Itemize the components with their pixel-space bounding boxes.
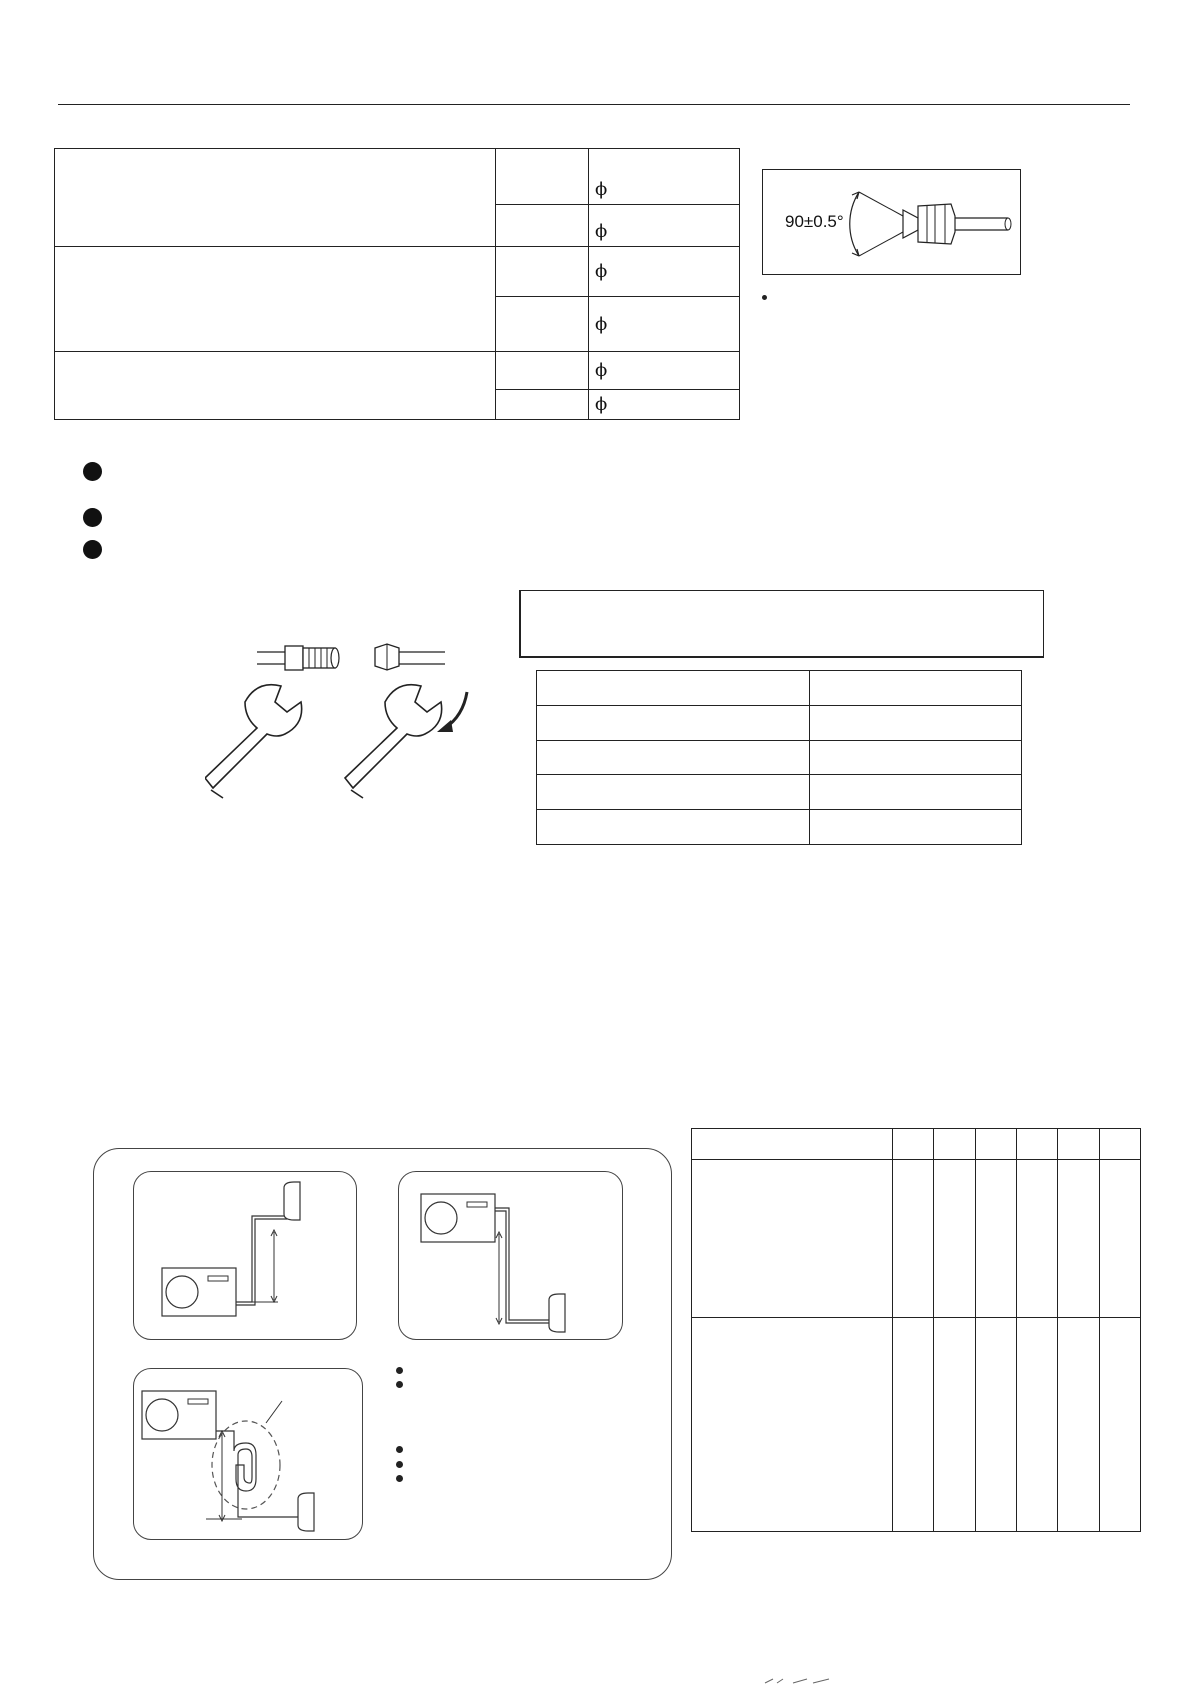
- outdoor-below-indoor-icon: [134, 1172, 356, 1339]
- table-cell: [975, 1160, 1016, 1318]
- table-row: [55, 352, 740, 390]
- table-cell: [496, 149, 589, 205]
- footer-mark-icon: [763, 1677, 833, 1685]
- diameter-cell: ϕ: [589, 297, 740, 352]
- flare-angle-diagram: [762, 169, 1021, 275]
- pipe-group-cell: [55, 149, 496, 247]
- table-cell: [537, 671, 810, 706]
- table-cell: [934, 1318, 975, 1532]
- table-row: [537, 810, 1022, 845]
- table-cell: [692, 1160, 893, 1318]
- table-cell: [975, 1129, 1016, 1160]
- table-cell: [496, 390, 589, 420]
- diameter-cell: ϕ: [589, 205, 740, 247]
- pipe-group-cell: [55, 247, 496, 352]
- table-cell: [692, 1129, 893, 1160]
- table-cell: [537, 705, 810, 740]
- case-outdoor-above-panel: [398, 1171, 623, 1340]
- note-bullet: [396, 1446, 403, 1453]
- table-row: [537, 740, 1022, 775]
- outdoor-above-indoor-icon: [399, 1172, 622, 1339]
- table-cell: [934, 1129, 975, 1160]
- table-cell: [810, 705, 1022, 740]
- table-cell: [934, 1160, 975, 1318]
- note-bullet: [396, 1367, 403, 1374]
- note-bullet: [396, 1381, 403, 1388]
- table-cell: [496, 205, 589, 247]
- note-bullet: [396, 1461, 403, 1468]
- step-marker-2: [83, 508, 102, 527]
- table-cell: [1016, 1160, 1057, 1318]
- table-cell: [1099, 1160, 1140, 1318]
- table-row: [692, 1160, 1141, 1318]
- flare-pipe-icon: [763, 170, 1020, 274]
- table-cell: [692, 1318, 893, 1532]
- note-bullet: [762, 295, 767, 300]
- table-cell: [810, 740, 1022, 775]
- table-cell: [1016, 1129, 1057, 1160]
- diameter-cell: ϕ: [589, 352, 740, 390]
- table-row: [537, 775, 1022, 810]
- table-cell: [893, 1160, 934, 1318]
- diameter-cell: ϕ: [589, 247, 740, 297]
- table-cell: [1058, 1160, 1099, 1318]
- pipe-length-table: [691, 1128, 1141, 1532]
- pipe-group-cell: [55, 352, 496, 420]
- table-cell: [496, 297, 589, 352]
- torque-note-box: [519, 590, 1044, 658]
- table-cell: [537, 810, 810, 845]
- note-bullet: [396, 1475, 403, 1482]
- case-oil-trap-panel: [133, 1368, 363, 1540]
- table-cell: [893, 1318, 934, 1532]
- table-cell: [537, 775, 810, 810]
- table-row: [692, 1129, 1141, 1160]
- flare-angle-label: 90±0.5°: [785, 212, 844, 231]
- diameter-cell: ϕ: [589, 390, 740, 420]
- table-cell: [810, 810, 1022, 845]
- table-cell: [537, 740, 810, 775]
- step-marker-3: [83, 540, 102, 559]
- oil-trap-icon: [134, 1369, 362, 1539]
- table-cell: [810, 671, 1022, 706]
- table-row: [537, 671, 1022, 706]
- table-row: [537, 705, 1022, 740]
- table-cell: [496, 352, 589, 390]
- table-cell: [1099, 1129, 1140, 1160]
- table-row: [55, 149, 740, 205]
- table-cell: [893, 1129, 934, 1160]
- header-rule: [58, 104, 1130, 105]
- torque-table: [536, 670, 1022, 845]
- table-cell: [1058, 1318, 1099, 1532]
- table-row: [692, 1318, 1141, 1532]
- diameter-cell: ϕ: [589, 149, 740, 205]
- table-cell: [810, 775, 1022, 810]
- table-cell: [975, 1318, 1016, 1532]
- case-outdoor-below-panel: [133, 1171, 357, 1340]
- flare-spec-table: [54, 148, 740, 420]
- table-cell: [1016, 1318, 1057, 1532]
- step-marker-1: [83, 462, 102, 481]
- table-cell: [1058, 1129, 1099, 1160]
- table-cell: [496, 247, 589, 297]
- table-cell: [1099, 1318, 1140, 1532]
- table-row: [55, 247, 740, 297]
- wrench-tightening-icon: [205, 640, 480, 805]
